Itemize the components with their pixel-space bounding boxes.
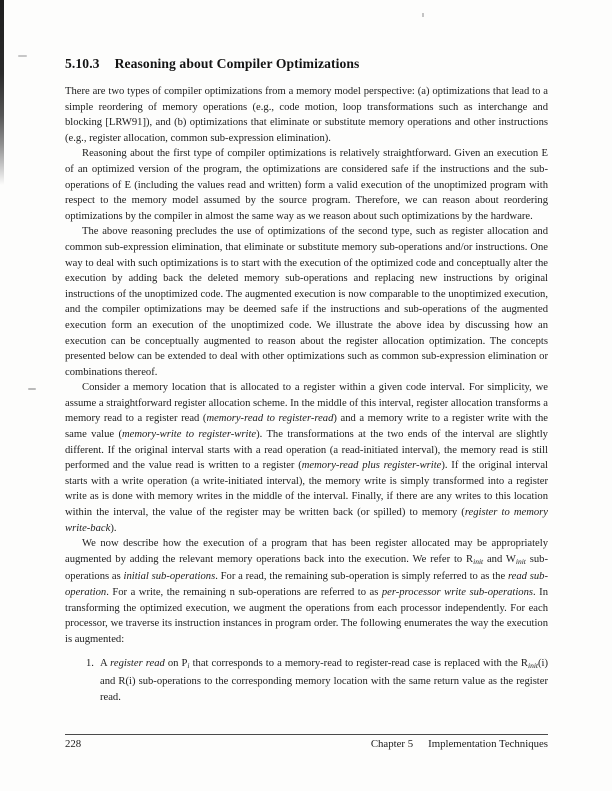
- chapter-label: Chapter 5: [370, 738, 414, 750]
- page-footer: [65, 734, 548, 750]
- list-item-text: A register read on Pi that corresponds to a memory-read to register-read case is replaced with the Rinit(i) and R(i) sub-operations to the corresponding memory location with the same return value as the register read.: [100, 658, 548, 703]
- scan-artifact-dot: [422, 13, 424, 17]
- page-number: 228: [65, 738, 82, 750]
- scan-artifact-dash: [18, 55, 27, 57]
- running-title: [371, 738, 548, 750]
- scan-artifact-dash: [28, 388, 36, 390]
- body-text: [65, 84, 548, 705]
- chapter-title: Implementation Techniques: [428, 738, 548, 750]
- section-title: Reasoning about Compiler Optimizations: [114, 56, 360, 71]
- scan-artifact-left-edge: [0, 0, 4, 185]
- paragraph-3: The above reasoning precludes the use of optimizations of the second type, such as register allocation and common sub-expression elimination, that eliminate or substitute memory sub-operations and/or instructions. One way to deal with such optimizations is to start with the execution of the optimized code and conceptually alter the execution by adding back the deleted memory sub-operations and replacing new instructions by original instructions of the unoptimized code. The augmented execution is now comparable to the unoptimized execution, and the compiler optimizations may be deemed safe if the instructions and sub-operations of the augmented execution form an execution of the unoptimized code. We illustrate the above idea by discussing how an execution can be conceptually augmented to reason about the register allocation optimization. The concepts presented below can be extended to deal with other optimizations such as common sub-expression elimination or combinations thereof.: [65, 226, 548, 378]
- paragraph-2: Reasoning about the first type of compiler optimizations is relatively straightforward. Given an execution E of an optimized version of the program, the optimizations are considered safe if the instructions and the sub-operations of E (including the values read and written) form a valid execution of the unoptimized program with respect to the memory model assumed by the source program. Therefore, we can reason about reordering optimizations by the compiler in almost the same way as we reason about such optimizations by the hardware.: [65, 148, 548, 222]
- paragraph-4: Consider a memory location that is allocated to a register within a given code interval. For simplicity, we assume a straightforward register allocation scheme. In the middle of this interval, register allocation transforms a memory read to a register read (memory-read to register-read) and a memory write to a register write with the same value (memory-write to register-write). The transformations at the two ends of the interval are slightly different. If the original interval starts with a read operation (a read-initiated interval), the memory read is still performed and the value read is written to a register (memory-read plus register-write). If the original interval starts with a write operation (a write-initiated interval), the memory write is simply transformed into a register write as is done with memory writes in the middle of the interval. Finally, if there are any writes to this location within the interval, the value of the register may be written back (or spilled) to memory (register to memory write-back).: [65, 382, 548, 534]
- paragraph-1: There are two types of compiler optimizations from a memory model perspective: (a) optimizations that lead to a simple reordering of memory operations (e.g., code motion, loop transformations such as interchange and blocking [LRW91]), and (b) optimizations that eliminate or substitute memory operations and other instructions (e.g., register allocation, common sub-expression elimination).: [65, 86, 548, 144]
- section-heading: [65, 56, 562, 72]
- paragraph-5: We now describe how the execution of a program that has been register allocated may be appropriately augmented by adding the relevant memory operations back into the execution. We refer to Rinit and Winit sub-operations as initial sub-operations. For a read, the remaining sub-operation is simply referred to as the read sub-operation. For a write, the remaining n sub-operations are referred to as per-processor write sub-operations. In transforming the optimized execution, we augment the operations from each processor independently. For each processor, we traverse its instruction instances in program order. The following enumerates the way the execution is augmented:: [65, 538, 548, 645]
- list-item-marker: 1.: [86, 658, 94, 670]
- numbered-list-item-1: [65, 656, 548, 705]
- section-number: 5.10.3: [65, 56, 100, 71]
